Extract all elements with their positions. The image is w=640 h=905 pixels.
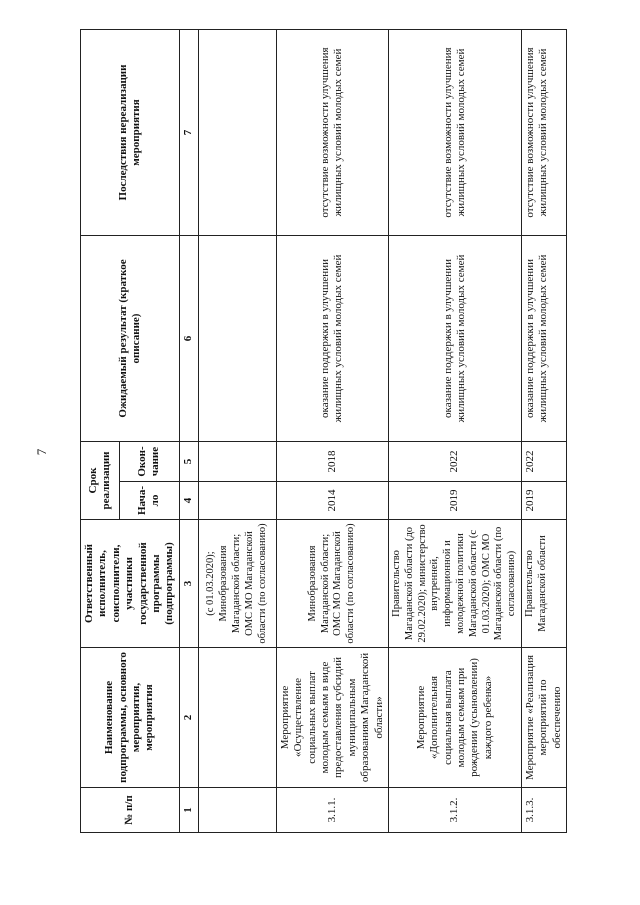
cell-num: 3.1.1. [276,788,388,833]
cell-end: 2022 [389,441,522,481]
program-measures-table [80,29,567,833]
table-row [198,29,276,832]
cell-name: Мероприятие «Осуществление социальных выплат молодым семьям в виде предоставления субсидий муниципальным образованиям Магаданской области» [276,648,388,788]
header-end: Окон-чание [120,441,180,481]
cell-start [198,482,276,520]
cell-end: 2018 [276,441,388,481]
cell-consequence: отсутствие возможности улучшения жилищных условий молодых семей [389,29,522,235]
page-number: 7 [34,448,49,456]
cell-start: 2019 [522,482,567,520]
table-row [522,29,567,832]
cell-responsible: Правительство Магаданской области [522,520,567,648]
header-result: Ожидаемый результат (краткое описание) [81,235,180,441]
cell-name [198,648,276,788]
header-period: Срок реализации [81,441,120,519]
cell-result [198,235,276,441]
header-row [81,29,120,832]
col-number: 1 [179,788,198,833]
col-number: 4 [179,482,198,520]
header-consequence: Последствия нереализации мероприятия [81,29,180,235]
col-number: 7 [179,29,198,235]
cell-consequence: отсутствие возможности улучшения жилищных условий молодых семей [522,29,567,235]
table-row [389,29,522,832]
cell-responsible: (с 01.03.2020); Минобразования Магаданской области; ОМС МО Магаданской области (по согласованию) [198,520,276,648]
header-responsible: Ответственный исполнитель, соисполнители, участники государственной программы (подпрограммы) [81,520,180,648]
cell-result: оказание поддержки в улучшении жилищных условий молодых семей [276,235,388,441]
col-number: 2 [179,648,198,788]
cell-result: оказание поддержки в улучшении жилищных условий молодых семей [389,235,522,441]
col-number: 5 [179,441,198,481]
cell-end [198,441,276,481]
cell-start: 2014 [276,482,388,520]
cell-start: 2019 [389,482,522,520]
cell-responsible: Правительство Магаданской области (до 29.02.2020); министерство внутренней, информационной и молодежной политики Магаданской области (с 01.03.2020); ОМС МО Магаданской области (по согласованию) [389,520,522,648]
cell-name: Мероприятие «Дополнительная социальная выплата молодым семьям при рождении (усыновлении) каждого ребенка» [389,648,522,788]
program-table-frame [80,30,563,833]
cell-num: 3.1.2. [389,788,522,833]
cell-num [198,788,276,833]
header-name: Наименование подпрограммы, основного мероприятия, мероприятия [81,648,180,788]
header-start: Нача-ло [120,482,180,520]
cell-end: 2022 [522,441,567,481]
column-number-row [179,29,198,832]
cell-name: Мероприятие «Реализация мероприятий по обеспечению [522,648,567,788]
header-num: № п/п [81,788,180,833]
cell-consequence: отсутствие возможности улучшения жилищных условий молодых семей [276,29,388,235]
col-number: 3 [179,520,198,648]
rotated-table-container [80,30,563,833]
col-number: 6 [179,235,198,441]
cell-consequence [198,29,276,235]
table-row [276,29,388,832]
cell-result: оказание поддержки в улучшении жилищных условий молодых семей [522,235,567,441]
cell-responsible: Минобразования Магаданской области; ОМС МО Магаданской области (по согласованию) [276,520,388,648]
cell-num: 3.1.3. [522,788,567,833]
